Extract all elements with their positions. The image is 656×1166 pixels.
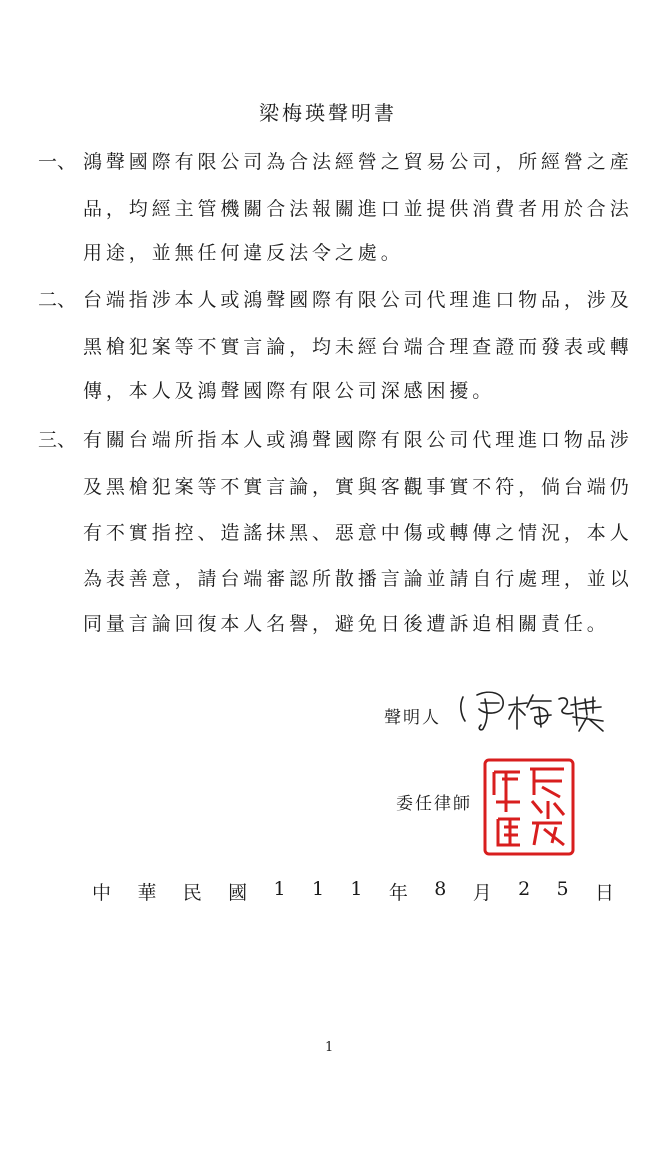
date-char: 民 [182,882,202,904]
date-char: 日 [594,882,614,904]
paragraph-line: 有關台端所指本人或鴻聲國際有限公司代理進口物品涉 [83,429,633,451]
attorney-label: 委任律師 [396,794,472,814]
date-char: 1 [311,878,325,900]
paragraph-line: 傳，本人及鴻聲國際有限公司深感困擾。 [83,380,496,402]
date-char: 1 [350,878,363,900]
paragraph-line: 品，均經主管機關合法報關進口並提供消費者用於合法 [83,198,633,220]
paragraph-number: 二、 [38,289,77,311]
paragraph-line: 為表善意，請台端審認所散播言論並請自行處理，並以 [83,568,633,590]
paragraph-line: 及黑槍犯案等不實言論，實與客觀事實不符，倘台端仍 [83,476,633,498]
declarant-label: 聲明人 [384,708,441,728]
date-char: 月 [472,882,492,904]
paragraph-line: 用途，並無任何違反法令之處。 [83,242,404,264]
paragraph-line: 有不實指控、造謠抹黑、惡意中傷或轉傳之情況，本人 [83,522,633,544]
date-char: 1 [273,878,286,900]
paragraph-number: 一、 [38,151,77,173]
attorney-seal [482,757,576,857]
paragraph-line: 鴻聲國際有限公司為合法經營之貿易公司，所經營之產 [83,151,633,173]
date-char: 2 [518,878,531,900]
paragraph-line: 黑槍犯案等不實言論，均未經台端合理查證而發表或轉 [83,336,633,358]
date-char: 年 [388,882,408,904]
page-number: 1 [325,1040,334,1055]
paragraph-line: 同量言論回復本人名譽，避免日後遭訴追相關責任。 [83,613,610,635]
paragraph-number: 三、 [38,429,77,451]
date-char: 中 [92,882,112,904]
date-char: 國 [228,882,248,904]
date-char: 華 [137,882,157,904]
document-title: 梁梅瑛聲明書 [259,101,397,125]
date-char: 8 [434,878,447,900]
date-char: 5 [556,878,569,900]
document-date [92,878,614,905]
handwritten-signature [455,685,615,740]
paragraph-line: 台端指涉本人或鴻聲國際有限公司代理進口物品，涉及 [83,289,633,311]
